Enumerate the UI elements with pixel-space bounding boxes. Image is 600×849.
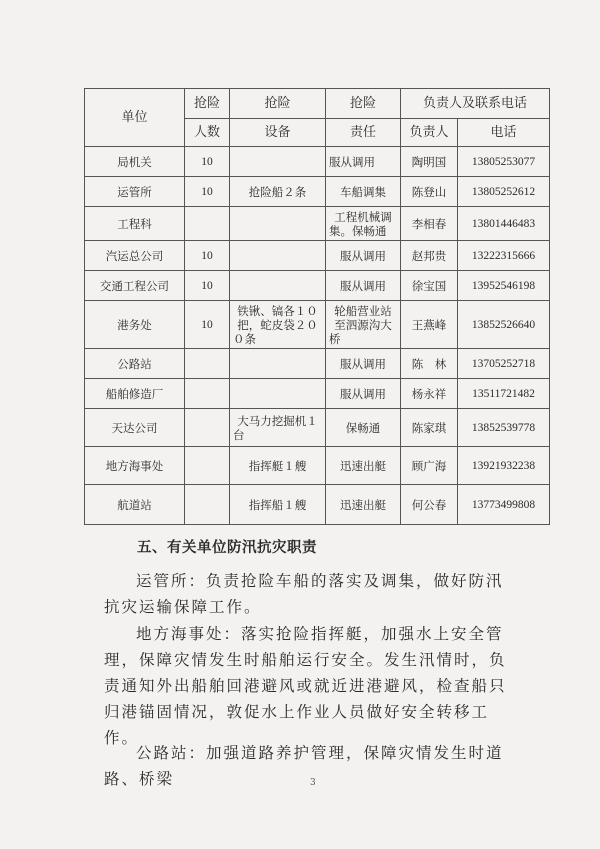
header-unit: 单位 [85, 89, 185, 147]
paragraph-maritime-office: 地方海事处：落实抢险指挥艇，加强水上安全管理，保障灾情发生时船舶运行安全。发生汛情时，负责通知外出船舶回港避风或就近进港避风，检查船只归港锚固情况，敦促水上作业人员做好安全转移工作。 [104, 625, 507, 747]
table-row [85, 207, 550, 241]
cell-person: 顾广海 [401, 447, 458, 485]
cell-phone: 13852539778 [458, 409, 550, 447]
cell-unit: 运管所 [85, 177, 185, 207]
table-row [85, 301, 550, 349]
cell-count [185, 207, 230, 241]
cell-duty: 服从调用 [326, 271, 401, 301]
cell-duty: 迅速出艇 [326, 485, 401, 525]
cell-equipment: 指挥艇１艘 [230, 447, 326, 485]
cell-duty: 轮船营业站至泗源沟大桥 [326, 301, 401, 349]
cell-person: 李相春 [401, 207, 458, 241]
cell-phone: 13705252718 [458, 349, 550, 379]
table-row [85, 485, 550, 525]
cell-duty: 服从调用 [326, 147, 401, 177]
table-row [85, 241, 550, 271]
cell-equipment [230, 147, 326, 177]
cell-equipment [230, 271, 326, 301]
cell-duty: 迅速出艇 [326, 447, 401, 485]
cell-equipment [230, 379, 326, 409]
header-personnel-bottom: 人数 [185, 119, 230, 147]
cell-unit: 船舶修造厂 [85, 379, 185, 409]
cell-duty: 工程机械调集。保畅通 [326, 207, 401, 241]
cell-duty: 车船调集 [326, 177, 401, 207]
header-person: 负责人 [401, 119, 458, 147]
cell-duty: 服从调用 [326, 241, 401, 271]
cell-unit: 工程科 [85, 207, 185, 241]
header-duty-bottom: 责任 [326, 119, 401, 147]
cell-equipment [230, 241, 326, 271]
table-row [85, 447, 550, 485]
page-number: 3 [310, 778, 316, 788]
table-row [85, 379, 550, 409]
header-contact-group: 负责人及联系电话 [401, 89, 550, 119]
cell-person: 赵邦贵 [401, 241, 458, 271]
cell-unit: 交通工程公司 [85, 271, 185, 301]
cell-count: 10 [185, 301, 230, 349]
table-row [85, 349, 550, 379]
cell-person: 何公春 [401, 485, 458, 525]
header-personnel-top: 抢险 [185, 89, 230, 119]
cell-person: 陈 林 [401, 349, 458, 379]
table-row [85, 177, 550, 207]
cell-duty: 服从调用 [326, 379, 401, 409]
table-row [85, 271, 550, 301]
cell-phone: 13952546198 [458, 271, 550, 301]
cell-unit: 天达公司 [85, 409, 185, 447]
cell-unit: 汽运总公司 [85, 241, 185, 271]
cell-equipment: 抢险船２条 [230, 177, 326, 207]
cell-count: 10 [185, 241, 230, 271]
cell-phone: 13805252612 [458, 177, 550, 207]
cell-count: 10 [185, 271, 230, 301]
cell-person: 杨永祥 [401, 379, 458, 409]
cell-unit: 局机关 [85, 147, 185, 177]
cell-phone: 13852526640 [458, 301, 550, 349]
cell-unit: 港务处 [85, 301, 185, 349]
header-equipment-bottom: 设备 [230, 119, 326, 147]
header-duty-top: 抢险 [326, 89, 401, 119]
cell-duty: 服从调用 [326, 349, 401, 379]
cell-duty: 保畅通 [326, 409, 401, 447]
cell-phone: 13805253077 [458, 147, 550, 177]
cell-count [185, 447, 230, 485]
cell-unit: 地方海事处 [85, 447, 185, 485]
cell-count: 10 [185, 177, 230, 207]
table-row [85, 147, 550, 177]
table-row [85, 409, 550, 447]
cell-person: 徐宝国 [401, 271, 458, 301]
cell-count [185, 349, 230, 379]
cell-count: 10 [185, 147, 230, 177]
section-heading: 五、有关单位防汛抗灾职责 [137, 540, 317, 556]
cell-phone: 13511721482 [458, 379, 550, 409]
cell-count [185, 379, 230, 409]
cell-count [185, 485, 230, 525]
flood-response-table [84, 88, 550, 525]
cell-person: 陈登山 [401, 177, 458, 207]
paragraph-highway-station: 公路站：加强道路养护管理，保障灾情发生时道路、桥梁 [104, 744, 504, 788]
cell-phone: 13921932238 [458, 447, 550, 485]
cell-equipment: 指挥船１艘 [230, 485, 326, 525]
cell-phone: 13801446483 [458, 207, 550, 241]
cell-equipment [230, 349, 326, 379]
cell-count [185, 409, 230, 447]
cell-equipment: 大马力挖掘机１台 [230, 409, 326, 447]
cell-unit: 航道站 [85, 485, 185, 525]
cell-equipment: 铁锹、镐各１０把，蛇皮袋２００条 [230, 301, 326, 349]
cell-person: 陶明国 [401, 147, 458, 177]
cell-equipment [230, 207, 326, 241]
cell-phone: 13773499808 [458, 485, 550, 525]
cell-person: 王燕峰 [401, 301, 458, 349]
cell-unit: 公路站 [85, 349, 185, 379]
header-equipment-top: 抢险 [230, 89, 326, 119]
cell-person: 陈家琪 [401, 409, 458, 447]
cell-phone: 13222315666 [458, 241, 550, 271]
header-phone: 电话 [458, 119, 550, 147]
paragraph-transport-office: 运管所：负责抢险车船的落实及调集，做好防汛抗灾运输保障工作。 [104, 572, 504, 616]
